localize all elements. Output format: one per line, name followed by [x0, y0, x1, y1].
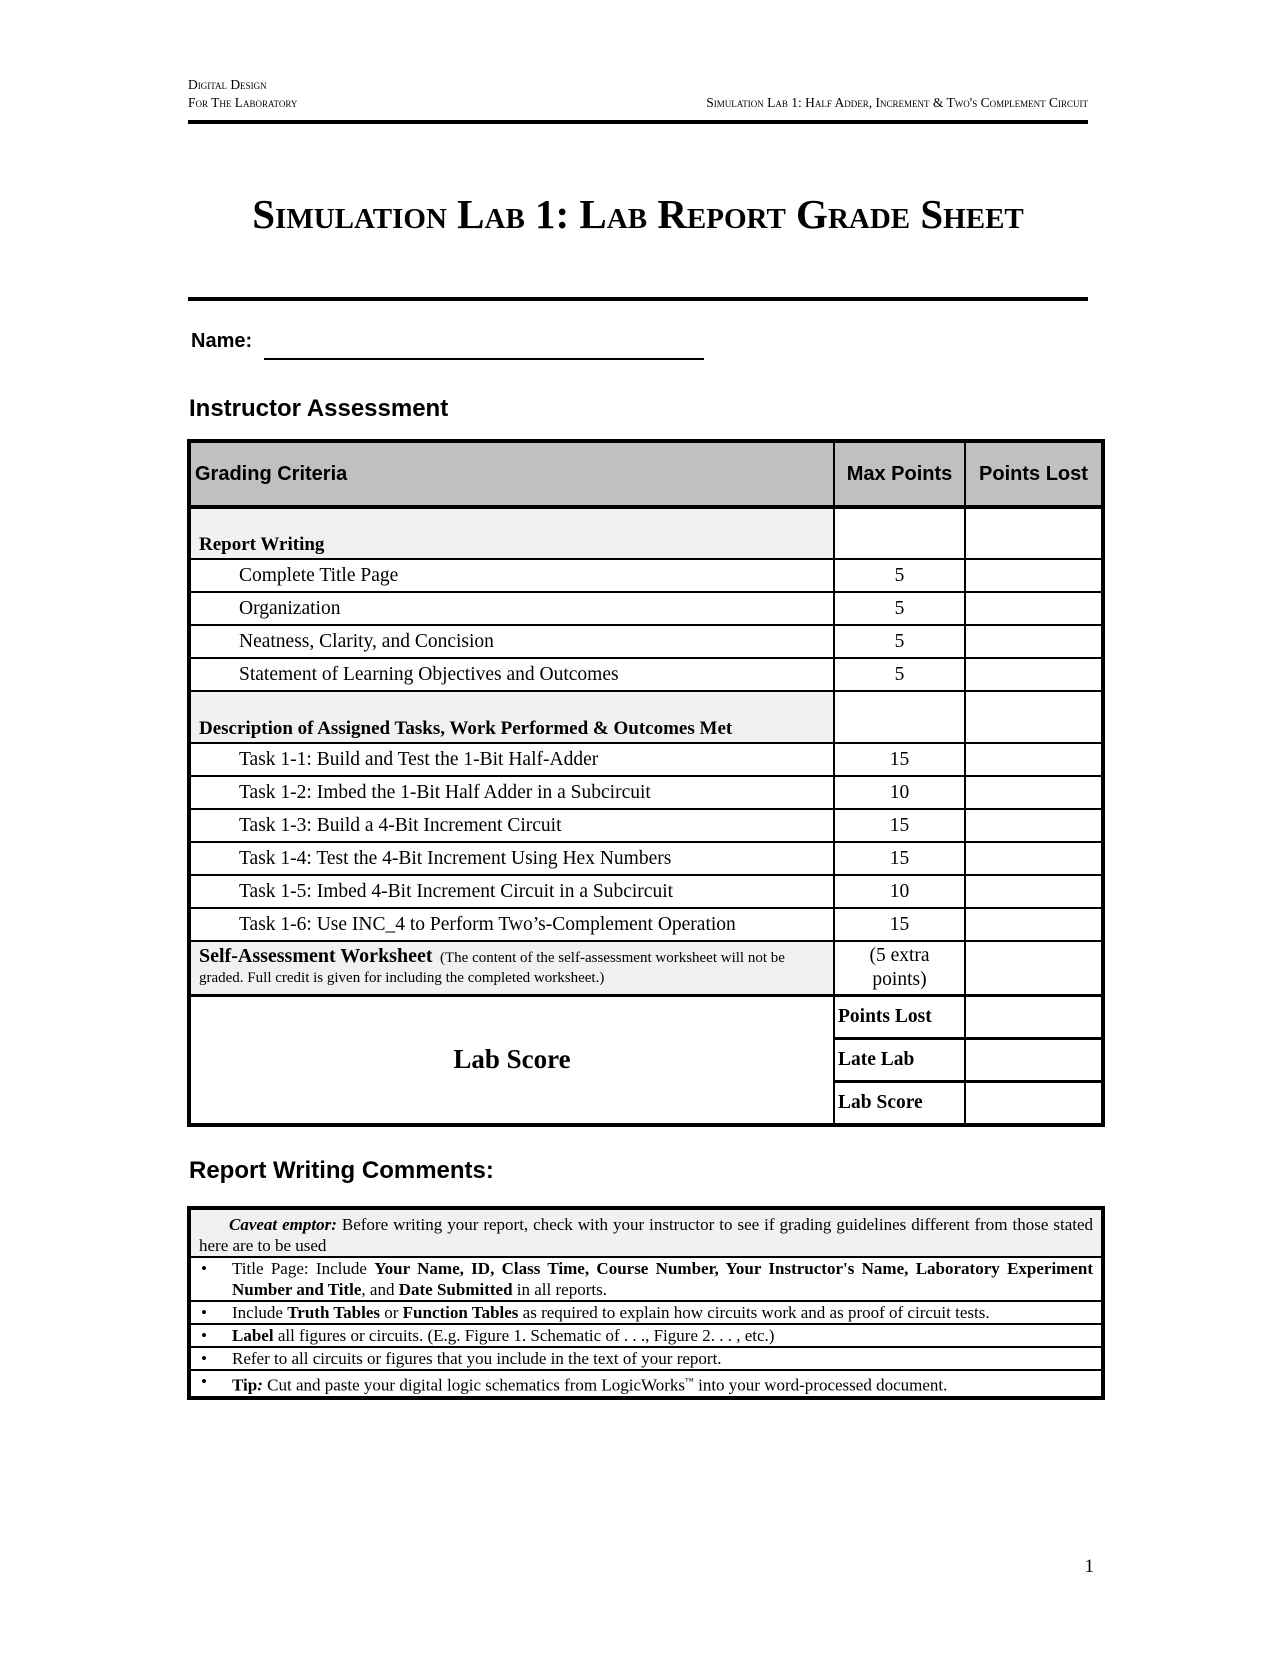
extra-points-line2: points) [872, 968, 927, 990]
header-course-line2: For The Laboratory [188, 95, 298, 110]
caveat-text: Before writing your report, check with your instructor to see if grading guidelines different from those stated here are to be used [199, 1215, 1094, 1255]
max-points-value: 5 [834, 658, 965, 691]
extra-points-line1: (5 extra [869, 944, 930, 966]
comment-text: as required to explain how circuits work and as proof of circuit tests. [518, 1303, 990, 1322]
header-course [188, 76, 297, 112]
points-lost-cell[interactable] [965, 776, 1103, 809]
table-row [189, 776, 1103, 809]
col-header-max-points: Max Points [834, 441, 965, 507]
table-row [189, 908, 1103, 941]
criteria-label: Neatness, Clarity, and Concision [189, 625, 834, 658]
comment-text: or [380, 1303, 403, 1322]
bullet: • [189, 1347, 232, 1370]
criteria-label: Task 1-6: Use INC_4 to Perform Two’s-Complement Operation [189, 908, 834, 941]
table-row [189, 842, 1103, 875]
col-header-points-lost: Points Lost [965, 441, 1103, 507]
table-row [189, 809, 1103, 842]
self-assessment-cell [189, 941, 834, 995]
criteria-label: Task 1-5: Imbed 4-Bit Increment Circuit in a Subcircuit [189, 875, 834, 908]
max-points-value: 10 [834, 776, 965, 809]
comment-bold: Label [232, 1326, 274, 1345]
list-item [189, 1301, 1103, 1324]
comment-bold: Truth Tables [287, 1303, 380, 1322]
section-title: Description of Assigned Tasks, Work Performed & Outcomes Met [189, 691, 834, 743]
points-lost-cell[interactable] [965, 625, 1103, 658]
table-row [189, 625, 1103, 658]
bullet: • [189, 1257, 232, 1301]
max-points-value: 5 [834, 559, 965, 592]
criteria-label: Complete Title Page [189, 559, 834, 592]
max-points-value: 15 [834, 809, 965, 842]
comment-refer: Refer to all circuits or figures that you include in the text of your report. [232, 1347, 1103, 1370]
section-row [189, 691, 1103, 743]
comment-bold: Tip [232, 1375, 258, 1395]
points-lost-cell[interactable] [965, 658, 1103, 691]
criteria-label: Task 1-3: Build a 4-Bit Increment Circuit [189, 809, 834, 842]
criteria-label: Task 1-4: Test the 4-Bit Increment Using Hex Numbers [189, 842, 834, 875]
list-item [189, 1370, 1103, 1398]
points-lost-total-label: Points Lost [834, 995, 965, 1038]
comment-text: Title Page: Include [232, 1259, 375, 1278]
table-row [189, 743, 1103, 776]
table-row [189, 592, 1103, 625]
comment-bold: Function Tables [402, 1303, 519, 1322]
list-item [189, 1324, 1103, 1347]
list-item [189, 1257, 1103, 1301]
late-lab-label: Late Lab [834, 1038, 965, 1081]
max-points-value: 10 [834, 875, 965, 908]
lab-score-cell[interactable] [965, 1081, 1103, 1125]
comment-text: Cut and paste your digital logic schematics from LogicWorks [262, 1375, 686, 1395]
caveat-cell [189, 1208, 1103, 1257]
table-row [189, 658, 1103, 691]
max-points-value: 15 [834, 908, 965, 941]
instructor-assessment-heading: Instructor Assessment [189, 395, 449, 422]
max-points-cell [834, 507, 965, 559]
header-course-line1: Digital Design [188, 77, 267, 92]
table-row [189, 875, 1103, 908]
points-lost-cell[interactable] [965, 743, 1103, 776]
comment-text: all figures or circuits. (E.g. Figure 1. Schematic of . . ., Figure 2. . . , etc.) [273, 1326, 775, 1345]
name-label: Name: [191, 330, 253, 352]
criteria-label: Task 1-1: Build and Test the 1-Bit Half-Adder [189, 743, 834, 776]
points-lost-cell[interactable] [965, 842, 1103, 875]
caveat-bold: Caveat emptor: [229, 1215, 337, 1234]
max-points-cell [834, 691, 965, 743]
max-points-value: 15 [834, 743, 965, 776]
caveat-row [189, 1208, 1103, 1257]
page-title: Simulation Lab 1: Lab Report Grade Sheet [252, 191, 1024, 237]
bullet: • [189, 1370, 232, 1398]
lab-score-row-label: Lab Score [834, 1081, 965, 1125]
points-lost-cell[interactable] [965, 691, 1103, 743]
list-item [189, 1347, 1103, 1370]
criteria-label: Organization [189, 592, 834, 625]
col-header-criteria: Grading Criteria [189, 441, 834, 507]
comment-tip [232, 1370, 1103, 1398]
comment-bold: Date Submitted [398, 1280, 513, 1299]
criteria-label: Statement of Learning Objectives and Outcomes [189, 658, 834, 691]
table-row [189, 559, 1103, 592]
title-divider [188, 297, 1088, 301]
comment-text: , and [361, 1280, 399, 1299]
self-assessment-title: Self-Assessment Worksheet [199, 944, 433, 967]
self-assessment-max [834, 941, 965, 995]
comment-label [232, 1324, 1103, 1347]
comment-tables [232, 1301, 1103, 1324]
points-lost-cell[interactable] [965, 875, 1103, 908]
name-field-line[interactable] [264, 358, 704, 360]
comments-table [187, 1206, 1105, 1400]
section-title: Report Writing [189, 507, 834, 559]
comment-text: in all reports. [512, 1280, 607, 1299]
comments-heading: Report Writing Comments: [189, 1157, 494, 1184]
self-assessment-row [189, 941, 1103, 995]
max-points-value: 15 [834, 842, 965, 875]
bullet: • [189, 1324, 232, 1347]
points-lost-cell[interactable] [965, 592, 1103, 625]
running-header [188, 76, 1088, 124]
points-lost-cell[interactable] [965, 941, 1103, 995]
max-points-value: 5 [834, 592, 965, 625]
bullet: • [189, 1301, 232, 1324]
score-row [189, 995, 1103, 1038]
trademark-symbol: ™ [685, 1376, 694, 1386]
points-lost-cell[interactable] [965, 908, 1103, 941]
grade-table-header [189, 441, 1103, 507]
self-assessment-note: (The content of the self-assessment worksheet will not be graded. Full credit is given for including the completed worksheet.) [199, 949, 785, 986]
page-number: 1 [1084, 1556, 1094, 1577]
points-lost-cell[interactable] [965, 559, 1103, 592]
comment-text: into your word-processed document. [693, 1375, 948, 1395]
criteria-label: Task 1-2: Imbed the 1-Bit Half Adder in a Subcircuit [189, 776, 834, 809]
section-row [189, 507, 1103, 559]
comment-text: Include [232, 1303, 288, 1322]
comment-title-page [232, 1257, 1103, 1301]
points-lost-cell[interactable] [965, 507, 1103, 559]
comment-bold: Your Name, ID, Class Time, Course Number, Your Instructor's Name, Laboratory Experiment Number and Title [232, 1259, 1094, 1299]
comment-bold: : [257, 1375, 263, 1395]
max-points-value: 5 [834, 625, 965, 658]
header-lab-title: Simulation Lab 1: Half Adder, Increment & Two's Complement Circuit [706, 95, 1088, 110]
grade-table [187, 439, 1105, 1127]
lab-score-label: Lab Score [189, 995, 834, 1125]
late-lab-cell[interactable] [965, 1038, 1103, 1081]
points-lost-cell[interactable] [965, 809, 1103, 842]
points-lost-total-cell[interactable] [965, 995, 1103, 1038]
